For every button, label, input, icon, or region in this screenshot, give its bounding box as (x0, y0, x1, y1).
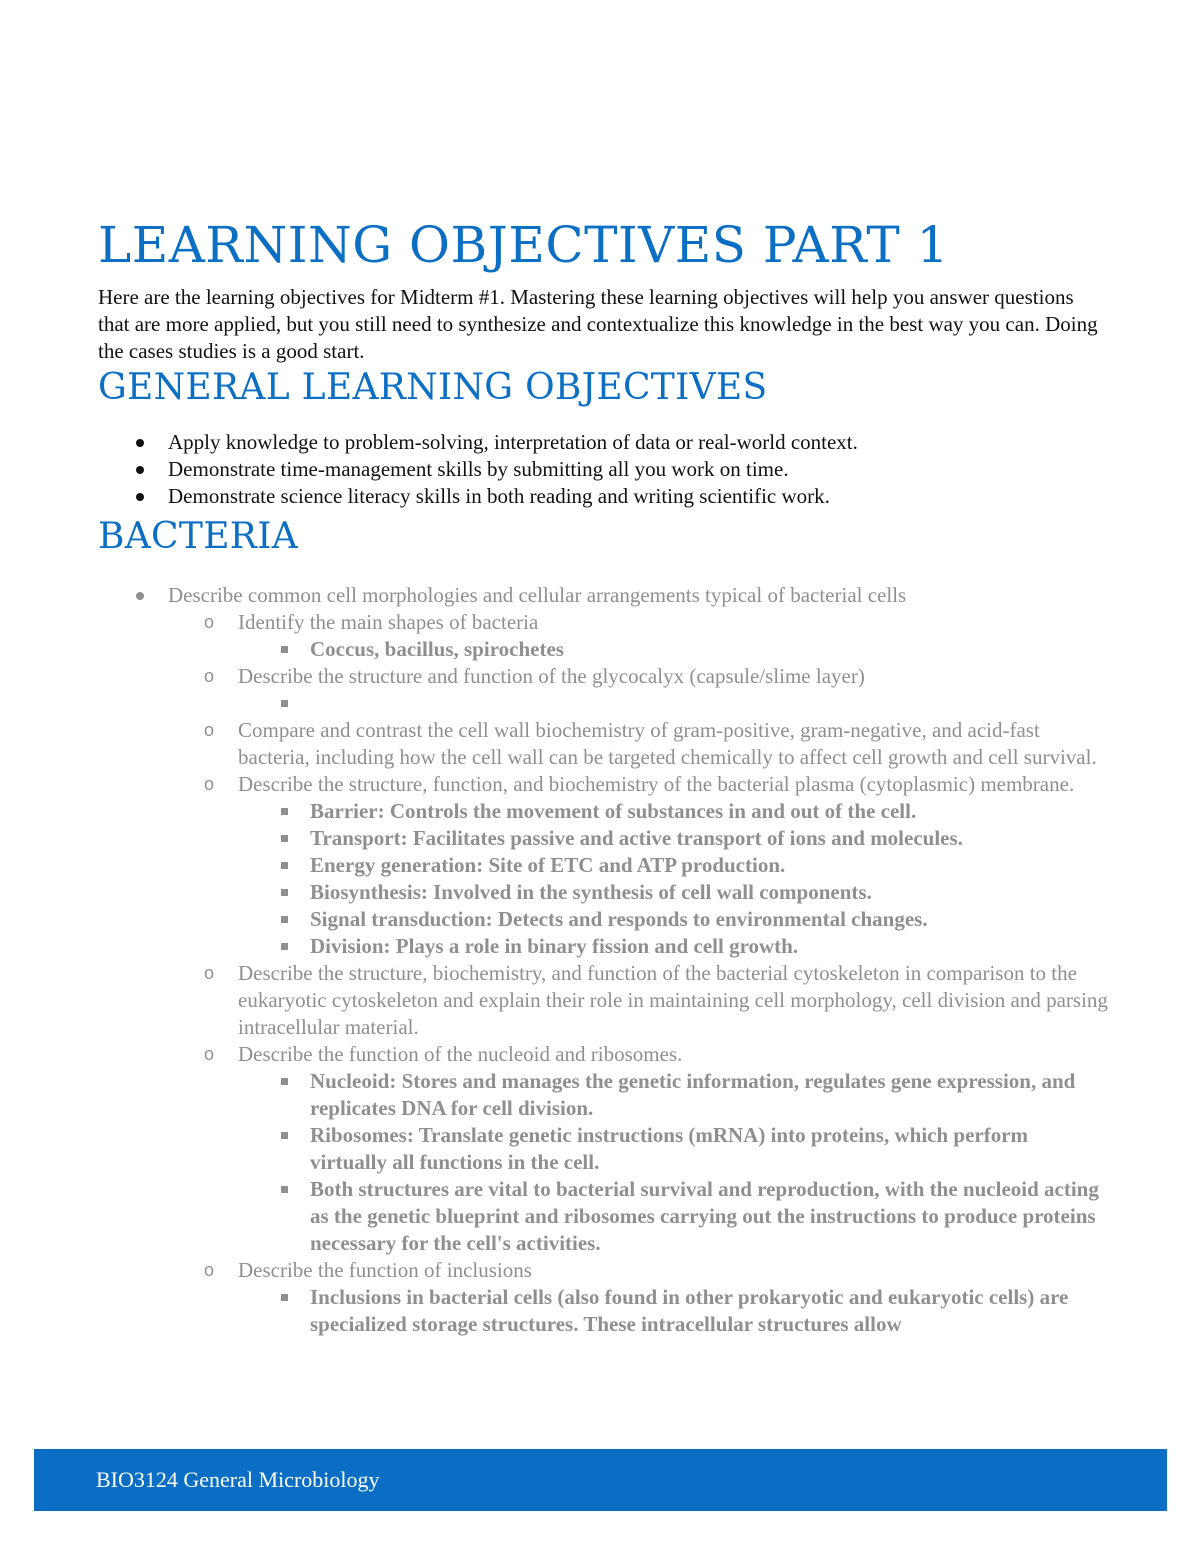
circle-bullet-icon: o (204, 612, 215, 632)
square-bullet-icon (281, 1132, 288, 1139)
detail-item: Both structures are vital to bacterial survival and reproduction, with the nucleoid acting as the genetic blueprint and ribosomes carrying out the instructions to produce proteins necessary for the cell's activities. (168, 1176, 1108, 1257)
square-bullet-icon (281, 916, 288, 923)
detail-item (168, 690, 1108, 717)
circle-bullet-icon: o (204, 963, 215, 983)
intro-paragraph: Here are the learning objectives for Midterm #1. Mastering these learning objectives will help you answer questions that are more applied, but you still need to synthesize and contextualize this knowledge in the best way you can. Doing the cases studies is a good start. (98, 285, 1098, 363)
detail-item: Transport: Facilitates passive and active transport of ions and molecules. (168, 825, 1108, 852)
page-title: LEARNING OBJECTIVES PART 1 (98, 216, 949, 274)
bacteria-list (98, 582, 1108, 1338)
footer-text: BIO3124 General Microbiology (96, 1467, 380, 1492)
detail-item: Energy generation: Site of ETC and ATP production. (168, 852, 1108, 879)
detail-list (168, 1284, 1108, 1338)
sublist-item: o Describe the structure and function of the glycocalyx (capsule/slime layer) (168, 663, 1108, 717)
square-bullet-icon (281, 1186, 288, 1193)
list-item: Demonstrate science literacy skills in both reading and writing scientific work. (98, 483, 1108, 510)
general-list (98, 429, 1108, 510)
detail-item: Coccus, bacillus, spirochetes (168, 636, 1108, 663)
detail-list (168, 636, 1108, 663)
sublist-item: o Describe the function of the nucleoid and ribosomes. Nucleoid: Stores and manages the genetic information, regulates gene expression, and replicates DNA for cell division. Ribosomes: Translate genetic instructions (mRNA) into proteins, which perform virtually all functions in the cell. Both structures are vital to bacterial survival and reproduction, with the nucleoid acting as the genetic blueprint and ribosomes carrying out the instructions to produce proteins necessary for the cell's activities. (168, 1041, 1108, 1257)
square-bullet-icon (281, 862, 288, 869)
square-bullet-icon (281, 943, 288, 950)
detail-item: Division: Plays a role in binary fission and cell growth. (168, 933, 1108, 960)
detail-list (168, 1068, 1108, 1257)
square-bullet-icon (281, 835, 288, 842)
bullet-icon (136, 439, 144, 447)
list-item: Apply knowledge to problem-solving, interpretation of data or real-world context. (98, 429, 1108, 456)
bullet-icon (136, 466, 144, 474)
detail-list (168, 690, 1108, 717)
list-item: Demonstrate time-management skills by submitting all you work on time. (98, 456, 1108, 483)
circle-bullet-icon: o (204, 1044, 215, 1064)
circle-bullet-icon: o (204, 774, 215, 794)
detail-item: Ribosomes: Translate genetic instructions (mRNA) into proteins, which perform virtually all functions in the cell. (168, 1122, 1108, 1176)
sublist-item: o Compare and contrast the cell wall biochemistry of gram-positive, gram-negative, and acid-fast bacteria, including how the cell wall can be targeted chemically to affect cell growth and cell survival. (204, 718, 1097, 769)
circle-bullet-icon: o (204, 1260, 215, 1280)
detail-item: Inclusions in bacterial cells (also found in other prokaryotic and eukaryotic cells) are specialized storage structures. These intracellular structures allow (168, 1284, 1108, 1338)
footer-bar (34, 1449, 1167, 1511)
sublist-item: o Describe the function of inclusions Inclusions in bacterial cells (also found in other prokaryotic and eukaryotic cells) are specialized storage structures. These intracellular structures allow (168, 1257, 1108, 1338)
sublist-item: o Describe the structure, biochemistry, and function of the bacterial cytoskeleton in comparison to the eukaryotic cytoskeleton and explain their role in maintaining cell morphology, cell division and parsing intracellular material. (204, 961, 1108, 1039)
general-heading: GENERAL LEARNING OBJECTIVES (98, 367, 768, 408)
bullet-icon (136, 592, 144, 600)
circle-bullet-icon: o (204, 720, 215, 740)
detail-item: Barrier: Controls the movement of substances in and out of the cell. (168, 798, 1108, 825)
detail-item: Signal transduction: Detects and responds to environmental changes. (168, 906, 1108, 933)
bullet-icon (136, 493, 144, 501)
detail-list (168, 798, 1108, 960)
square-bullet-icon (281, 646, 288, 653)
square-bullet-icon (281, 889, 288, 896)
detail-item: Biosynthesis: Involved in the synthesis of cell wall components. (168, 879, 1108, 906)
sublist-item: o Identify the main shapes of bacteria Coccus, bacillus, spirochetes (168, 609, 1108, 663)
circle-bullet-icon: o (204, 666, 215, 686)
square-bullet-icon (281, 1078, 288, 1085)
page-content (98, 210, 1108, 1338)
square-bullet-icon (281, 1294, 288, 1301)
bacteria-sublist (98, 609, 1108, 1338)
square-bullet-icon (281, 808, 288, 815)
bacteria-heading: BACTERIA (98, 516, 299, 557)
detail-item: Nucleoid: Stores and manages the genetic information, regulates gene expression, and replicates DNA for cell division. (168, 1068, 1108, 1122)
sublist-item: o Describe the structure, function, and biochemistry of the bacterial plasma (cytoplasmic) membrane. Barrier: Controls the movement of substances in and out of the cell. Transport: Facilitates passive and active transport of ions and molecules. Energy generation: Site of ETC and ATP production. Biosynthesis: Involved in the synthesis of cell wall components. Signal transduction: Detects and responds to environmental changes. Division: Plays a role in binary fission and cell growth. (168, 771, 1108, 960)
list-item: Describe common cell morphologies and cellular arrangements typical of bacterial cells o Identify the main shapes of bacteria Coccus, bacillus, spirochetes o Describe the structure and function of the glycocalyx (capsule/slime layer) o Compare and contrast the cell wall biochemistry of gram-positive, gram-negative, and acid-fast bacteria, including how the cell wall can be targeted chemically to affect cell growth and cell survival. o Describe the structure, function, and biochemistry of the bacterial plasma (cytoplasmic) membrane. Barrier: Controls the movement of substances in and out of the cell. Transport: Facilitates passive and active transport of ions and molecules. Energy generation: Site of ETC and ATP production. Biosynthesis: Involved in the synthesis of cell wall components. Signal transduction: Detects and responds to environmental changes. Division: Plays a role in binary fission and cell growth. o Describe the structure, biochemistry, and function of the bacterial cytoskeleton in comparison to the eukaryotic cytoskeleton and explain their role in maintaining cell morphology, cell division and parsing intracellular material. o Describe the function of the nucleoid and ribosomes. Nucleoid: Stores and manages the genetic information, regulates gene expression, and replicates DNA for cell division. Ribosomes: Translate genetic instructions (mRNA) into proteins, which perform virtually all functions in the cell. Both structures are vital to bacterial survival and reproduction, with the nucleoid acting as the genetic blueprint and ribosomes carrying out the instructions to produce proteins necessary for the cell's activities. o Describe the function of inclusions Inclusions in bacterial cells (also found in other prokaryotic and eukaryotic cells) are specialized storage structures. These intracellular structures allow (98, 582, 1108, 1338)
square-bullet-icon (281, 700, 288, 707)
